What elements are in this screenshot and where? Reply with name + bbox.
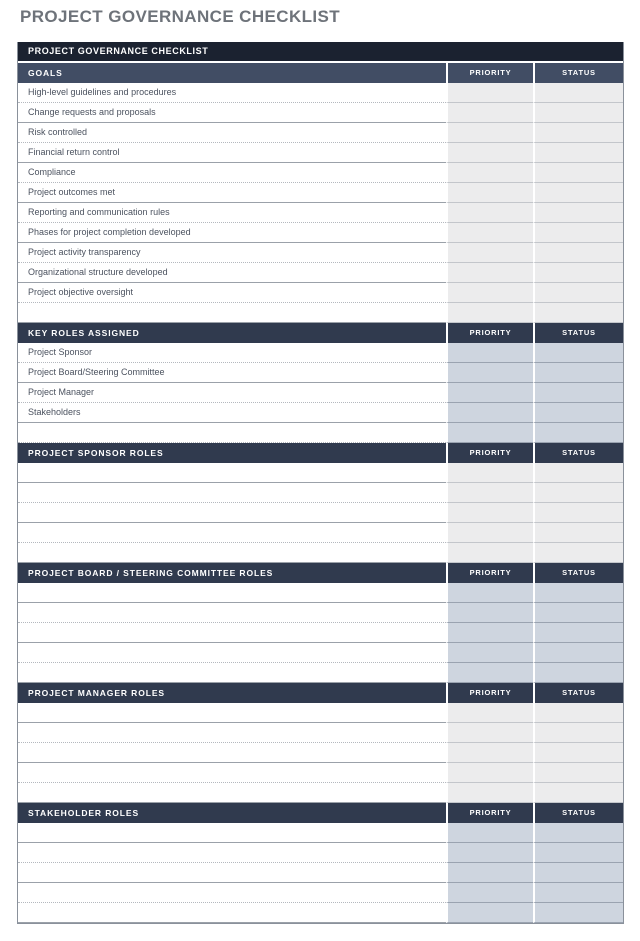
empty-item-field[interactable]: [18, 663, 446, 683]
priority-cell[interactable]: [446, 583, 533, 603]
status-cell[interactable]: [533, 83, 623, 103]
item-label: Project Board/Steering Committee: [18, 363, 446, 383]
priority-column-header: PRIORITY: [446, 803, 533, 823]
table-row: [18, 143, 623, 163]
empty-item-field[interactable]: [18, 603, 446, 623]
item-label: Organizational structure developed: [18, 263, 446, 283]
priority-cell[interactable]: [446, 203, 533, 223]
priority-cell[interactable]: [446, 283, 533, 303]
priority-cell[interactable]: [446, 523, 533, 543]
table-row: [18, 103, 623, 123]
table-row: [18, 83, 623, 103]
section-header: [18, 563, 623, 583]
status-cell[interactable]: [533, 283, 623, 303]
table-row: [18, 123, 623, 143]
section-key-roles-assigned: [18, 323, 623, 443]
status-cell[interactable]: [533, 263, 623, 283]
table-title-bar: PROJECT GOVERNANCE CHECKLIST: [18, 42, 623, 61]
priority-cell[interactable]: [446, 223, 533, 243]
priority-cell[interactable]: [446, 303, 533, 323]
empty-item-field[interactable]: [18, 863, 446, 883]
status-cell[interactable]: [533, 663, 623, 683]
priority-cell[interactable]: [446, 543, 533, 563]
status-cell[interactable]: [533, 103, 623, 123]
table-row: [18, 723, 623, 743]
priority-cell[interactable]: [446, 783, 533, 803]
priority-cell[interactable]: [446, 423, 533, 443]
status-cell[interactable]: [533, 383, 623, 403]
empty-item-field[interactable]: [18, 303, 446, 323]
empty-item-field[interactable]: [18, 883, 446, 903]
item-label: High-level guidelines and procedures: [18, 83, 446, 103]
table-row: [18, 623, 623, 643]
table-row: [18, 283, 623, 303]
status-cell[interactable]: [533, 523, 623, 543]
table-row: [18, 903, 623, 923]
table-row: [18, 223, 623, 243]
empty-item-field[interactable]: [18, 543, 446, 563]
table-row: [18, 183, 623, 203]
table-row: [18, 783, 623, 803]
priority-cell[interactable]: [446, 603, 533, 623]
section-rows: [18, 463, 623, 563]
status-cell[interactable]: [533, 763, 623, 783]
item-label: Project objective oversight: [18, 283, 446, 303]
priority-cell[interactable]: [446, 463, 533, 483]
section-label: STAKEHOLDER ROLES: [28, 808, 140, 818]
empty-item-field[interactable]: [18, 423, 446, 443]
priority-cell[interactable]: [446, 663, 533, 683]
priority-cell[interactable]: [446, 103, 533, 123]
table-row: [18, 363, 623, 383]
empty-item-field[interactable]: [18, 703, 446, 723]
status-cell[interactable]: [533, 163, 623, 183]
section-project-manager-roles: [18, 683, 623, 803]
section-rows: [18, 703, 623, 803]
table-row: [18, 863, 623, 883]
section-label: GOALS: [28, 68, 63, 78]
priority-cell[interactable]: [446, 823, 533, 843]
section-rows: [18, 83, 623, 323]
section-stakeholder-roles: [18, 803, 623, 923]
item-label: Compliance: [18, 163, 446, 183]
table-row: [18, 603, 623, 623]
priority-column-header: PRIORITY: [446, 323, 533, 343]
priority-cell[interactable]: [446, 183, 533, 203]
section-project-sponsor-roles: [18, 443, 623, 563]
status-column-header: STATUS: [533, 443, 623, 463]
priority-cell[interactable]: [446, 383, 533, 403]
status-cell[interactable]: [533, 303, 623, 323]
status-cell[interactable]: [533, 123, 623, 143]
priority-cell[interactable]: [446, 143, 533, 163]
section-label: PROJECT SPONSOR ROLES: [28, 448, 164, 458]
empty-item-field[interactable]: [18, 583, 446, 603]
status-cell[interactable]: [533, 543, 623, 563]
status-cell[interactable]: [533, 643, 623, 663]
status-cell[interactable]: [533, 903, 623, 923]
status-cell[interactable]: [533, 463, 623, 483]
empty-item-field[interactable]: [18, 723, 446, 743]
table-row: [18, 463, 623, 483]
status-cell[interactable]: [533, 703, 623, 723]
empty-item-field[interactable]: [18, 643, 446, 663]
status-column-header: STATUS: [533, 323, 623, 343]
empty-item-field[interactable]: [18, 623, 446, 643]
item-label: Project Manager: [18, 383, 446, 403]
status-cell[interactable]: [533, 843, 623, 863]
section-header: [18, 323, 623, 343]
checklist-table: [17, 42, 624, 924]
status-cell[interactable]: [533, 603, 623, 623]
priority-cell[interactable]: [446, 863, 533, 883]
page-title: PROJECT GOVERNANCE CHECKLIST: [20, 7, 341, 26]
status-cell[interactable]: [533, 743, 623, 763]
table-row: [18, 583, 623, 603]
table-row: [18, 243, 623, 263]
status-column-header: STATUS: [533, 683, 623, 703]
table-row: [18, 543, 623, 563]
status-cell[interactable]: [533, 583, 623, 603]
status-column-header: STATUS: [533, 63, 623, 83]
empty-item-field[interactable]: [18, 483, 446, 503]
status-cell[interactable]: [533, 863, 623, 883]
section-rows: [18, 343, 623, 443]
table-row: [18, 483, 623, 503]
table-row: [18, 843, 623, 863]
table-row: [18, 643, 623, 663]
section-project-board-steering-committee-roles: [18, 563, 623, 683]
section-header: [18, 443, 623, 463]
priority-cell[interactable]: [446, 503, 533, 523]
empty-item-field[interactable]: [18, 503, 446, 523]
status-cell[interactable]: [533, 143, 623, 163]
section-rows: [18, 823, 623, 923]
table-row: [18, 383, 623, 403]
status-cell[interactable]: [533, 503, 623, 523]
empty-item-field[interactable]: [18, 523, 446, 543]
section-label: KEY ROLES ASSIGNED: [28, 328, 140, 338]
priority-cell[interactable]: [446, 343, 533, 363]
status-cell[interactable]: [533, 783, 623, 803]
status-cell[interactable]: [533, 343, 623, 363]
priority-cell[interactable]: [446, 83, 533, 103]
item-label: Project Sponsor: [18, 343, 446, 363]
priority-cell[interactable]: [446, 243, 533, 263]
priority-cell[interactable]: [446, 123, 533, 143]
status-cell[interactable]: [533, 623, 623, 643]
table-row: [18, 663, 623, 683]
priority-cell[interactable]: [446, 163, 533, 183]
priority-column-header: PRIORITY: [446, 443, 533, 463]
priority-column-header: PRIORITY: [446, 683, 533, 703]
status-cell[interactable]: [533, 403, 623, 423]
status-cell[interactable]: [533, 823, 623, 843]
status-column-header: STATUS: [533, 803, 623, 823]
section-header: [18, 803, 623, 823]
table-row: [18, 403, 623, 423]
priority-cell[interactable]: [446, 363, 533, 383]
priority-cell[interactable]: [446, 703, 533, 723]
status-cell[interactable]: [533, 723, 623, 743]
table-row: [18, 743, 623, 763]
priority-cell[interactable]: [446, 263, 533, 283]
empty-item-field[interactable]: [18, 783, 446, 803]
status-column-header: STATUS: [533, 563, 623, 583]
status-cell[interactable]: [533, 423, 623, 443]
item-label: Change requests and proposals: [18, 103, 446, 123]
section-rows: [18, 583, 623, 683]
section-label: PROJECT MANAGER ROLES: [28, 688, 165, 698]
empty-item-field[interactable]: [18, 903, 446, 923]
item-label: Project activity transparency: [18, 243, 446, 263]
table-row: [18, 163, 623, 183]
table-row: [18, 203, 623, 223]
section-header: [18, 63, 623, 83]
table-row: [18, 503, 623, 523]
empty-item-field[interactable]: [18, 763, 446, 783]
priority-cell[interactable]: [446, 403, 533, 423]
table-row: [18, 883, 623, 903]
item-label: Stakeholders: [18, 403, 446, 423]
priority-cell[interactable]: [446, 643, 533, 663]
item-label: Phases for project completion developed: [18, 223, 446, 243]
item-label: Project outcomes met: [18, 183, 446, 203]
empty-item-field[interactable]: [18, 823, 446, 843]
table-row: [18, 823, 623, 843]
item-label: Financial return control: [18, 143, 446, 163]
table-row: [18, 523, 623, 543]
item-label: Reporting and communication rules: [18, 203, 446, 223]
status-cell[interactable]: [533, 363, 623, 383]
priority-column-header: PRIORITY: [446, 63, 533, 83]
priority-cell[interactable]: [446, 903, 533, 923]
item-label: Risk controlled: [18, 123, 446, 143]
table-row: [18, 423, 623, 443]
priority-cell[interactable]: [446, 743, 533, 763]
table-row: [18, 703, 623, 723]
empty-item-field[interactable]: [18, 463, 446, 483]
table-row: [18, 303, 623, 323]
table-row: [18, 343, 623, 363]
table-row: [18, 763, 623, 783]
section-label: PROJECT BOARD / STEERING COMMITTEE ROLES: [28, 568, 274, 578]
priority-cell[interactable]: [446, 483, 533, 503]
status-cell[interactable]: [533, 243, 623, 263]
status-cell[interactable]: [533, 883, 623, 903]
table-row: [18, 263, 623, 283]
priority-cell[interactable]: [446, 723, 533, 743]
status-cell[interactable]: [533, 183, 623, 203]
section-goals: [18, 63, 623, 323]
status-cell[interactable]: [533, 203, 623, 223]
status-cell[interactable]: [533, 483, 623, 503]
priority-cell[interactable]: [446, 623, 533, 643]
priority-cell[interactable]: [446, 763, 533, 783]
priority-column-header: PRIORITY: [446, 563, 533, 583]
priority-cell[interactable]: [446, 843, 533, 863]
priority-cell[interactable]: [446, 883, 533, 903]
status-cell[interactable]: [533, 223, 623, 243]
empty-item-field[interactable]: [18, 743, 446, 763]
section-header: [18, 683, 623, 703]
empty-item-field[interactable]: [18, 843, 446, 863]
